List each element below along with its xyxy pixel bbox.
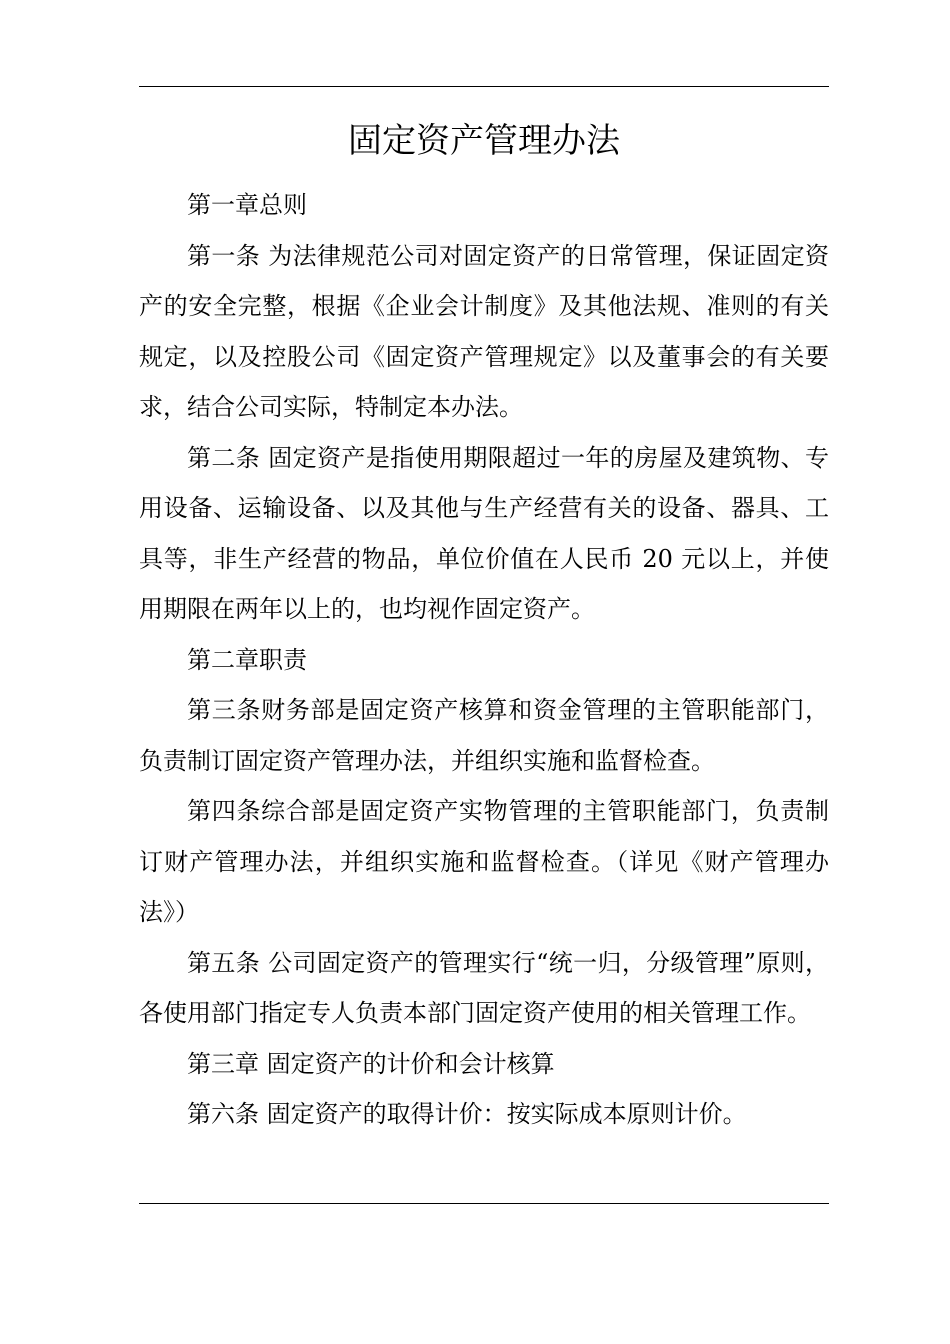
article-3: 第三条财务部是固定资产核算和资金管理的主管职能部门，负责制订固定资产管理办法，并组织实施和监督检查。 <box>139 696 829 775</box>
article-2: 第二条 固定资产是指使用期限超过一年的房屋及建筑物、专用设备、运输设备、以及其他与生产经营有关的设备、器具、工具等，非生产经营的物品，单位价值在人民币 20 元以上，并使用期限在两年以上的，也均视作固定资产。 <box>139 443 829 623</box>
chapter-heading-2: 第二章职责 <box>187 645 307 674</box>
article-4: 第四条综合部是固定资产实物管理的主管职能部门，负责制订财产管理办法，并组织实施和监督检查。（详见《财产管理办法》） <box>139 797 829 926</box>
header-rule <box>139 86 829 87</box>
chapter-heading-1: 第一章总则 <box>187 191 307 219</box>
chapter-heading-3: 第三章 固定资产的计价和会计核算 <box>187 1049 555 1078</box>
article-1: 第一条 为法律规范公司对固定资产的日常管理，保证固定资产的安全完整，根据《企业会计制度》及其他法规、准则的有关规定，以及控股公司《固定资产管理规定》以及董事会的有关要求，结合公司实际，特制定本办法。 <box>139 241 829 421</box>
document-body <box>139 116 829 1140</box>
article-6: 第六条 固定资产的取得计价：按实际成本原则计价。 <box>187 1100 747 1128</box>
article-5: 第五条 公司固定资产的管理实行“统一归，分级管理”原则，各使用部门指定专人负责本部门固定资产使用的相关管理工作。 <box>139 948 829 1027</box>
document-title: 固定资产管理办法 <box>348 121 620 161</box>
footer-rule <box>139 1203 829 1204</box>
paragraph-list <box>139 180 829 1140</box>
